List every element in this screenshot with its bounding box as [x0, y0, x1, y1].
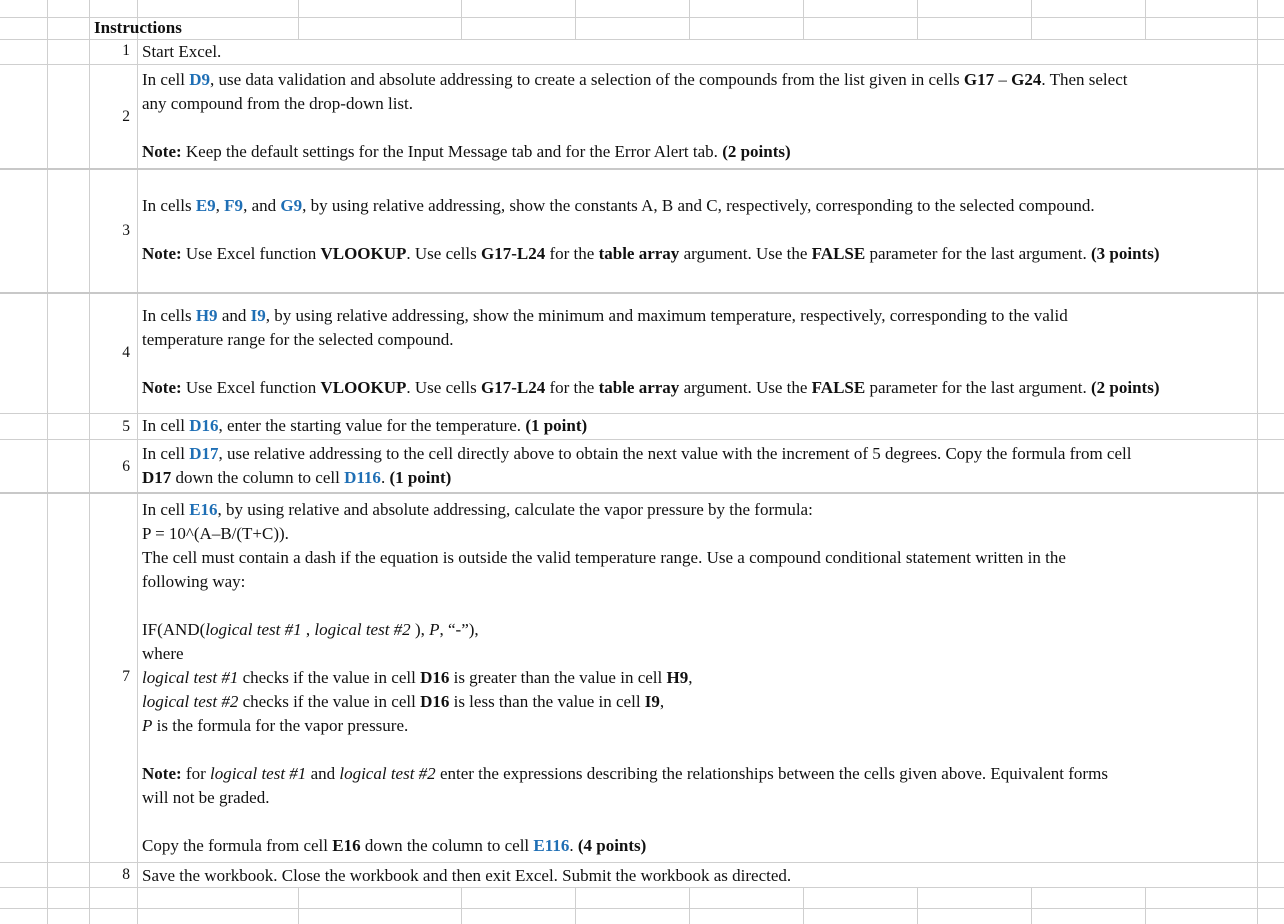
step-text — [142, 414, 1254, 438]
bold-text: Note: — [142, 244, 182, 263]
column-divider — [298, 0, 299, 40]
cell-reference: I9 — [250, 306, 266, 325]
instruction-line — [142, 68, 1254, 92]
instruction-line — [142, 498, 1254, 522]
instruction-line — [142, 242, 1254, 266]
bold-text: D17 — [142, 468, 172, 487]
instruction-line — [142, 522, 1254, 546]
text-run: , by using relative and absolute addressing, calculate the vapor pressure by the formula: — [217, 500, 813, 519]
column-divider — [1145, 888, 1146, 924]
instruction-line — [142, 666, 1254, 690]
step-number: 1 — [122, 42, 130, 59]
italic-text: logical test #2 — [314, 620, 411, 639]
text-run: is greater than the value in cell — [449, 668, 667, 687]
text-run: . Use cells — [406, 378, 481, 397]
instruction-line — [142, 570, 1254, 594]
cell-reference: E116 — [533, 836, 570, 855]
row-divider — [0, 17, 1284, 18]
instruction-line — [142, 642, 1254, 666]
bold-text: table array — [598, 244, 680, 263]
instruction-line — [142, 762, 1254, 786]
text-run: IF(AND( — [142, 620, 206, 639]
italic-text: P — [142, 716, 153, 735]
column-divider — [803, 0, 804, 40]
instruction-line — [142, 442, 1254, 466]
column-divider — [137, 0, 138, 924]
bold-text: (4 points) — [577, 836, 647, 855]
text-run: , by using relative addressing, show the constants A, B and C, respectively, corresponding to the selected compound. — [302, 196, 1095, 215]
text-run: Use Excel function — [181, 244, 321, 263]
row-divider — [0, 492, 1284, 494]
text-run: , use data validation and absolute addressing to create a selection of the compounds from the list given in cells — [209, 70, 964, 89]
text-run: In cell — [142, 416, 190, 435]
row-divider — [0, 64, 1284, 65]
text-run: enter the expressions describing the relationships between the cells given above. Equivalent forms — [435, 764, 1108, 783]
row-divider — [0, 862, 1284, 863]
text-run: and — [306, 764, 340, 783]
column-divider — [1145, 0, 1146, 40]
column-divider — [917, 888, 918, 924]
text-run: . — [380, 468, 390, 487]
step-text — [142, 280, 1254, 400]
text-run: , enter the starting value for the temperature. — [218, 416, 526, 435]
bold-text: FALSE — [811, 244, 866, 263]
text-run: Save the workbook. Close the workbook and then exit Excel. Submit the workbook as directed. — [142, 866, 792, 885]
step-number: 6 — [122, 458, 130, 475]
bold-text: table array — [598, 378, 680, 397]
text-run: checks if the value in cell — [238, 692, 421, 711]
instruction-line — [142, 140, 1254, 164]
step-number: 7 — [122, 668, 130, 685]
bold-text: Note: — [142, 764, 182, 783]
text-run: . — [569, 836, 578, 855]
cell-reference: E16 — [189, 500, 218, 519]
instruction-line — [142, 786, 1254, 810]
bold-text: G17-L24 — [481, 378, 546, 397]
bold-text: Note: — [142, 378, 182, 397]
bold-text: (2 points) — [722, 142, 791, 161]
instruction-line — [142, 92, 1254, 116]
text-run: for the — [545, 378, 599, 397]
text-run: , and — [243, 196, 281, 215]
cell-reference: G9 — [280, 196, 303, 215]
text-run: is less than the value in cell — [449, 692, 645, 711]
italic-text: logical test #1 — [209, 764, 307, 783]
instruction-line — [142, 546, 1254, 570]
blank-line — [142, 170, 1254, 194]
text-run: . Then select — [1041, 70, 1128, 89]
text-run: ), — [410, 620, 430, 639]
instruction-line — [142, 194, 1254, 218]
bold-text: VLOOKUP — [320, 244, 407, 263]
text-run: In cell — [142, 444, 190, 463]
column-divider — [461, 0, 462, 40]
text-run: down the column to cell — [360, 836, 534, 855]
instructions-header: Instructions — [94, 18, 182, 37]
text-run: Keep the default settings for the Input Message tab and for the Error Alert tab. — [181, 142, 723, 161]
text-run: and — [217, 306, 251, 325]
blank-line — [142, 280, 1254, 304]
text-run: is the formula for the vapor pressure. — [152, 716, 409, 735]
text-run: P = 10^(A–B/(T+C)). — [142, 524, 289, 543]
column-divider — [689, 0, 690, 40]
blank-line — [142, 738, 1254, 762]
text-run: In cell — [142, 500, 190, 519]
bold-text: FALSE — [811, 378, 866, 397]
instruction-line — [142, 304, 1254, 328]
column-divider — [575, 888, 576, 924]
text-run: parameter for the last argument. — [865, 244, 1092, 263]
text-run: Copy the formula from cell — [142, 836, 333, 855]
bold-text: (3 points) — [1091, 244, 1160, 263]
instruction-line — [142, 690, 1254, 714]
step-text — [142, 40, 1254, 64]
italic-text: logical test #1 — [205, 620, 302, 639]
row-divider — [0, 439, 1284, 440]
instruction-line — [142, 40, 1254, 64]
text-run: following way: — [142, 572, 246, 591]
bold-text: D16 — [420, 668, 450, 687]
text-run: , by using relative addressing, show the minimum and maximum temperature, respectively, corresponding to the valid — [265, 306, 1068, 325]
blank-line — [142, 810, 1254, 834]
column-divider — [1031, 888, 1032, 924]
blank-line — [142, 594, 1254, 618]
text-run: Start Excel. — [142, 42, 222, 61]
text-run: . Use cells — [406, 244, 481, 263]
bold-text: E16 — [332, 836, 361, 855]
cell-reference: F9 — [224, 196, 244, 215]
text-run: , use relative addressing to the cell directly above to obtain the next value with the increment of 5 degrees. Copy the formula from cell — [218, 444, 1132, 463]
step-text — [142, 498, 1254, 858]
bold-text: G17-L24 — [481, 244, 546, 263]
column-divider — [803, 888, 804, 924]
italic-text: logical test #2 — [142, 692, 239, 711]
text-run: , — [215, 196, 225, 215]
bold-text: VLOOKUP — [320, 378, 407, 397]
bold-text: I9 — [644, 692, 660, 711]
column-divider — [47, 0, 48, 924]
cell-reference: D17 — [189, 444, 219, 463]
text-run: parameter for the last argument. — [865, 378, 1092, 397]
text-run: temperature range for the selected compound. — [142, 330, 454, 349]
instruction-line — [142, 414, 1254, 438]
row-divider — [0, 908, 1284, 909]
text-run: In cell — [142, 70, 190, 89]
step-number: 4 — [122, 344, 130, 361]
instruction-line — [142, 328, 1254, 352]
text-run: , — [659, 692, 665, 711]
bold-text: D16 — [420, 692, 450, 711]
step-text — [142, 442, 1254, 490]
column-divider — [917, 0, 918, 40]
instruction-line — [142, 864, 1254, 888]
text-run: for the — [545, 244, 599, 263]
cell-reference: D9 — [189, 70, 210, 89]
step-number: 3 — [122, 222, 130, 239]
text-run: any compound from the drop-down list. — [142, 94, 414, 113]
step-number: 8 — [122, 866, 130, 883]
text-run: for — [181, 764, 210, 783]
blank-line — [142, 116, 1254, 140]
text-run: , — [301, 620, 315, 639]
text-run: Use Excel function — [181, 378, 321, 397]
text-run: The cell must contain a dash if the equation is outside the valid temperature range. Use a compound conditional statement written in the — [142, 548, 1066, 567]
column-divider — [575, 0, 576, 40]
column-divider — [1257, 0, 1258, 924]
text-run: In cells — [142, 196, 196, 215]
step-number: 2 — [122, 108, 130, 125]
column-divider — [461, 888, 462, 924]
instruction-line — [142, 714, 1254, 738]
bold-text: G17 — [963, 70, 995, 89]
cell-reference: H9 — [195, 306, 218, 325]
italic-text: logical test #1 — [142, 668, 239, 687]
bold-text: (1 point) — [525, 416, 588, 435]
instruction-line — [142, 834, 1254, 858]
blank-line — [142, 218, 1254, 242]
text-run: argument. Use the — [679, 378, 812, 397]
cell-reference: E9 — [195, 196, 216, 215]
italic-text: logical test #2 — [339, 764, 436, 783]
text-run: down the column to cell — [171, 468, 345, 487]
cell-reference: D16 — [189, 416, 219, 435]
column-divider — [1031, 0, 1032, 40]
instruction-line — [142, 466, 1254, 490]
instruction-line — [142, 376, 1254, 400]
instruction-line — [142, 618, 1254, 642]
cell-reference: D116 — [344, 468, 381, 487]
bold-text: G24 — [1011, 70, 1042, 89]
bold-text: (1 point) — [389, 468, 452, 487]
text-run: checks if the value in cell — [238, 668, 421, 687]
bold-text: Note: — [142, 142, 182, 161]
text-run: In cells — [142, 306, 196, 325]
text-run: , — [688, 668, 693, 687]
text-run: , “-”), — [439, 620, 479, 639]
column-divider — [298, 888, 299, 924]
blank-line — [142, 352, 1254, 376]
bold-text: (2 points) — [1091, 378, 1160, 397]
bold-text: H9 — [666, 668, 689, 687]
step-text — [142, 68, 1254, 164]
step-text — [142, 864, 1254, 888]
italic-text: P — [429, 620, 440, 639]
text-run: where — [142, 644, 184, 663]
text-run: will not be graded. — [142, 788, 270, 807]
step-number: 5 — [122, 418, 130, 435]
text-run: – — [994, 70, 1012, 89]
text-run: argument. Use the — [679, 244, 812, 263]
column-divider — [689, 888, 690, 924]
step-text — [142, 170, 1254, 266]
